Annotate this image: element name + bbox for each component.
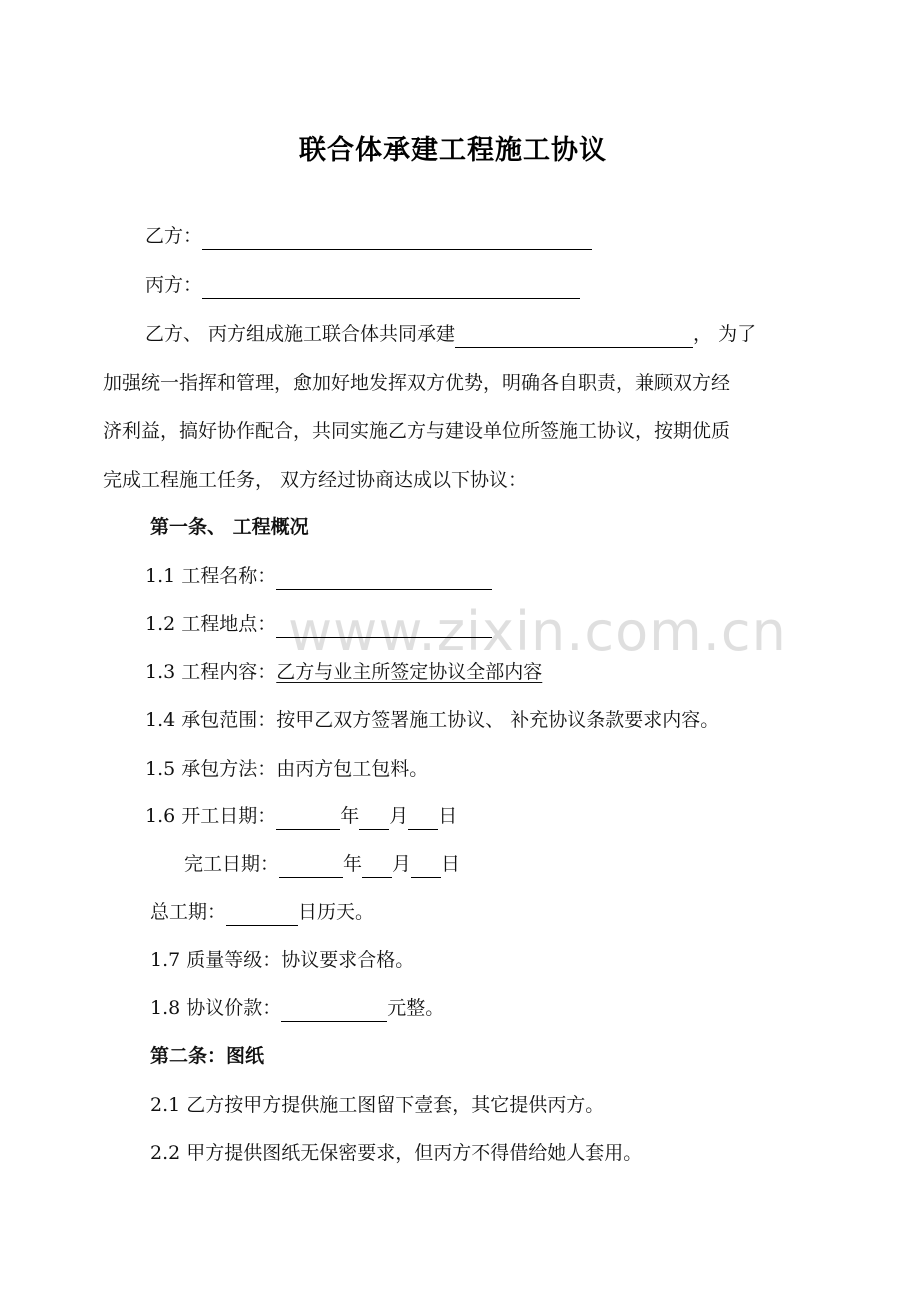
party-c-line: [145, 271, 580, 299]
intro-line-3: 济利益，搞好协作配合，共同实施乙方与建设单位所签施工协议，按期优质: [103, 420, 731, 442]
start-day-blank: [408, 807, 438, 830]
finish-year-blank: [279, 855, 343, 878]
contract-price-suffix: 元整。: [387, 997, 445, 1019]
finish-day-label: 日: [441, 853, 461, 875]
finish-year-label: 年: [343, 853, 363, 875]
start-day-label: 日: [438, 805, 458, 827]
total-duration-suffix: 日历天。: [298, 901, 375, 923]
finish-month-label: 月: [392, 853, 412, 875]
start-date-label: 1.6 开工日期：: [145, 805, 277, 827]
party-c-label: 丙方：: [145, 274, 203, 296]
item-1-6-start-date: [145, 802, 457, 830]
start-month-label: 月: [389, 805, 409, 827]
article-2-heading: 第二条：图纸: [150, 1045, 265, 1067]
finish-date-line: [184, 850, 460, 878]
contract-price-blank: [281, 999, 387, 1022]
item-2-1: 2.1 乙方按甲方提供施工图留下壹套，其它提供丙方。: [150, 1094, 605, 1116]
start-month-blank: [359, 807, 389, 830]
intro-text-b: ， 为了: [693, 323, 757, 345]
party-c-blank: [202, 276, 580, 299]
start-year-blank: [276, 807, 340, 830]
item-1-5: 1.5 承包方法：由丙方包工包料。: [145, 758, 429, 780]
intro-line-4: 完成工程施工任务， 双方经过协商达成以下协议：: [103, 469, 528, 491]
item-1-8: [150, 994, 444, 1022]
total-duration-blank: [226, 903, 298, 926]
intro-line-2: 加强统一指挥和管理，愈加好地发挥双方优势，明确各自职责，兼顾双方经: [103, 372, 731, 394]
project-content-label: 1.3 工程内容：: [145, 661, 277, 683]
project-name-label: 1.1 工程名称：: [145, 565, 277, 587]
project-name-blank: [455, 325, 693, 348]
item-1-3: [145, 658, 542, 686]
intro-line-1: [145, 320, 756, 348]
contract-price-label: 1.8 协议价款：: [150, 997, 282, 1019]
project-content-value: 乙方与业主所签定协议全部内容: [276, 661, 543, 683]
document-title: 联合体承建工程施工协议: [299, 135, 607, 166]
project-name-field: [276, 567, 492, 590]
party-b-label: 乙方：: [145, 225, 203, 247]
item-1-7: 1.7 质量等级：协议要求合格。: [150, 949, 415, 971]
project-location-field: [276, 615, 492, 638]
start-year-label: 年: [340, 805, 360, 827]
watermark-text: www.zixin.com.cn: [288, 600, 787, 663]
project-location-label: 1.2 工程地点：: [145, 613, 277, 635]
party-b-blank: [202, 227, 592, 250]
item-2-2: 2.2 甲方提供图纸无保密要求，但丙方不得借给她人套用。: [150, 1142, 643, 1164]
item-1-4: 1.4 承包范围：按甲乙双方签署施工协议、 补充协议条款要求内容。: [145, 709, 720, 731]
party-b-line: [145, 222, 592, 250]
intro-text-a: 乙方、 丙方组成施工联合体共同承建: [145, 323, 456, 345]
article-1-heading: 第一条、 工程概况: [150, 516, 309, 538]
item-1-2: [145, 610, 492, 638]
total-duration-label: 总工期：: [150, 901, 227, 923]
finish-day-blank: [411, 855, 441, 878]
item-1-1: [145, 562, 492, 590]
total-duration-line: [150, 898, 374, 926]
finish-month-blank: [362, 855, 392, 878]
finish-date-label: 完工日期：: [184, 853, 280, 875]
